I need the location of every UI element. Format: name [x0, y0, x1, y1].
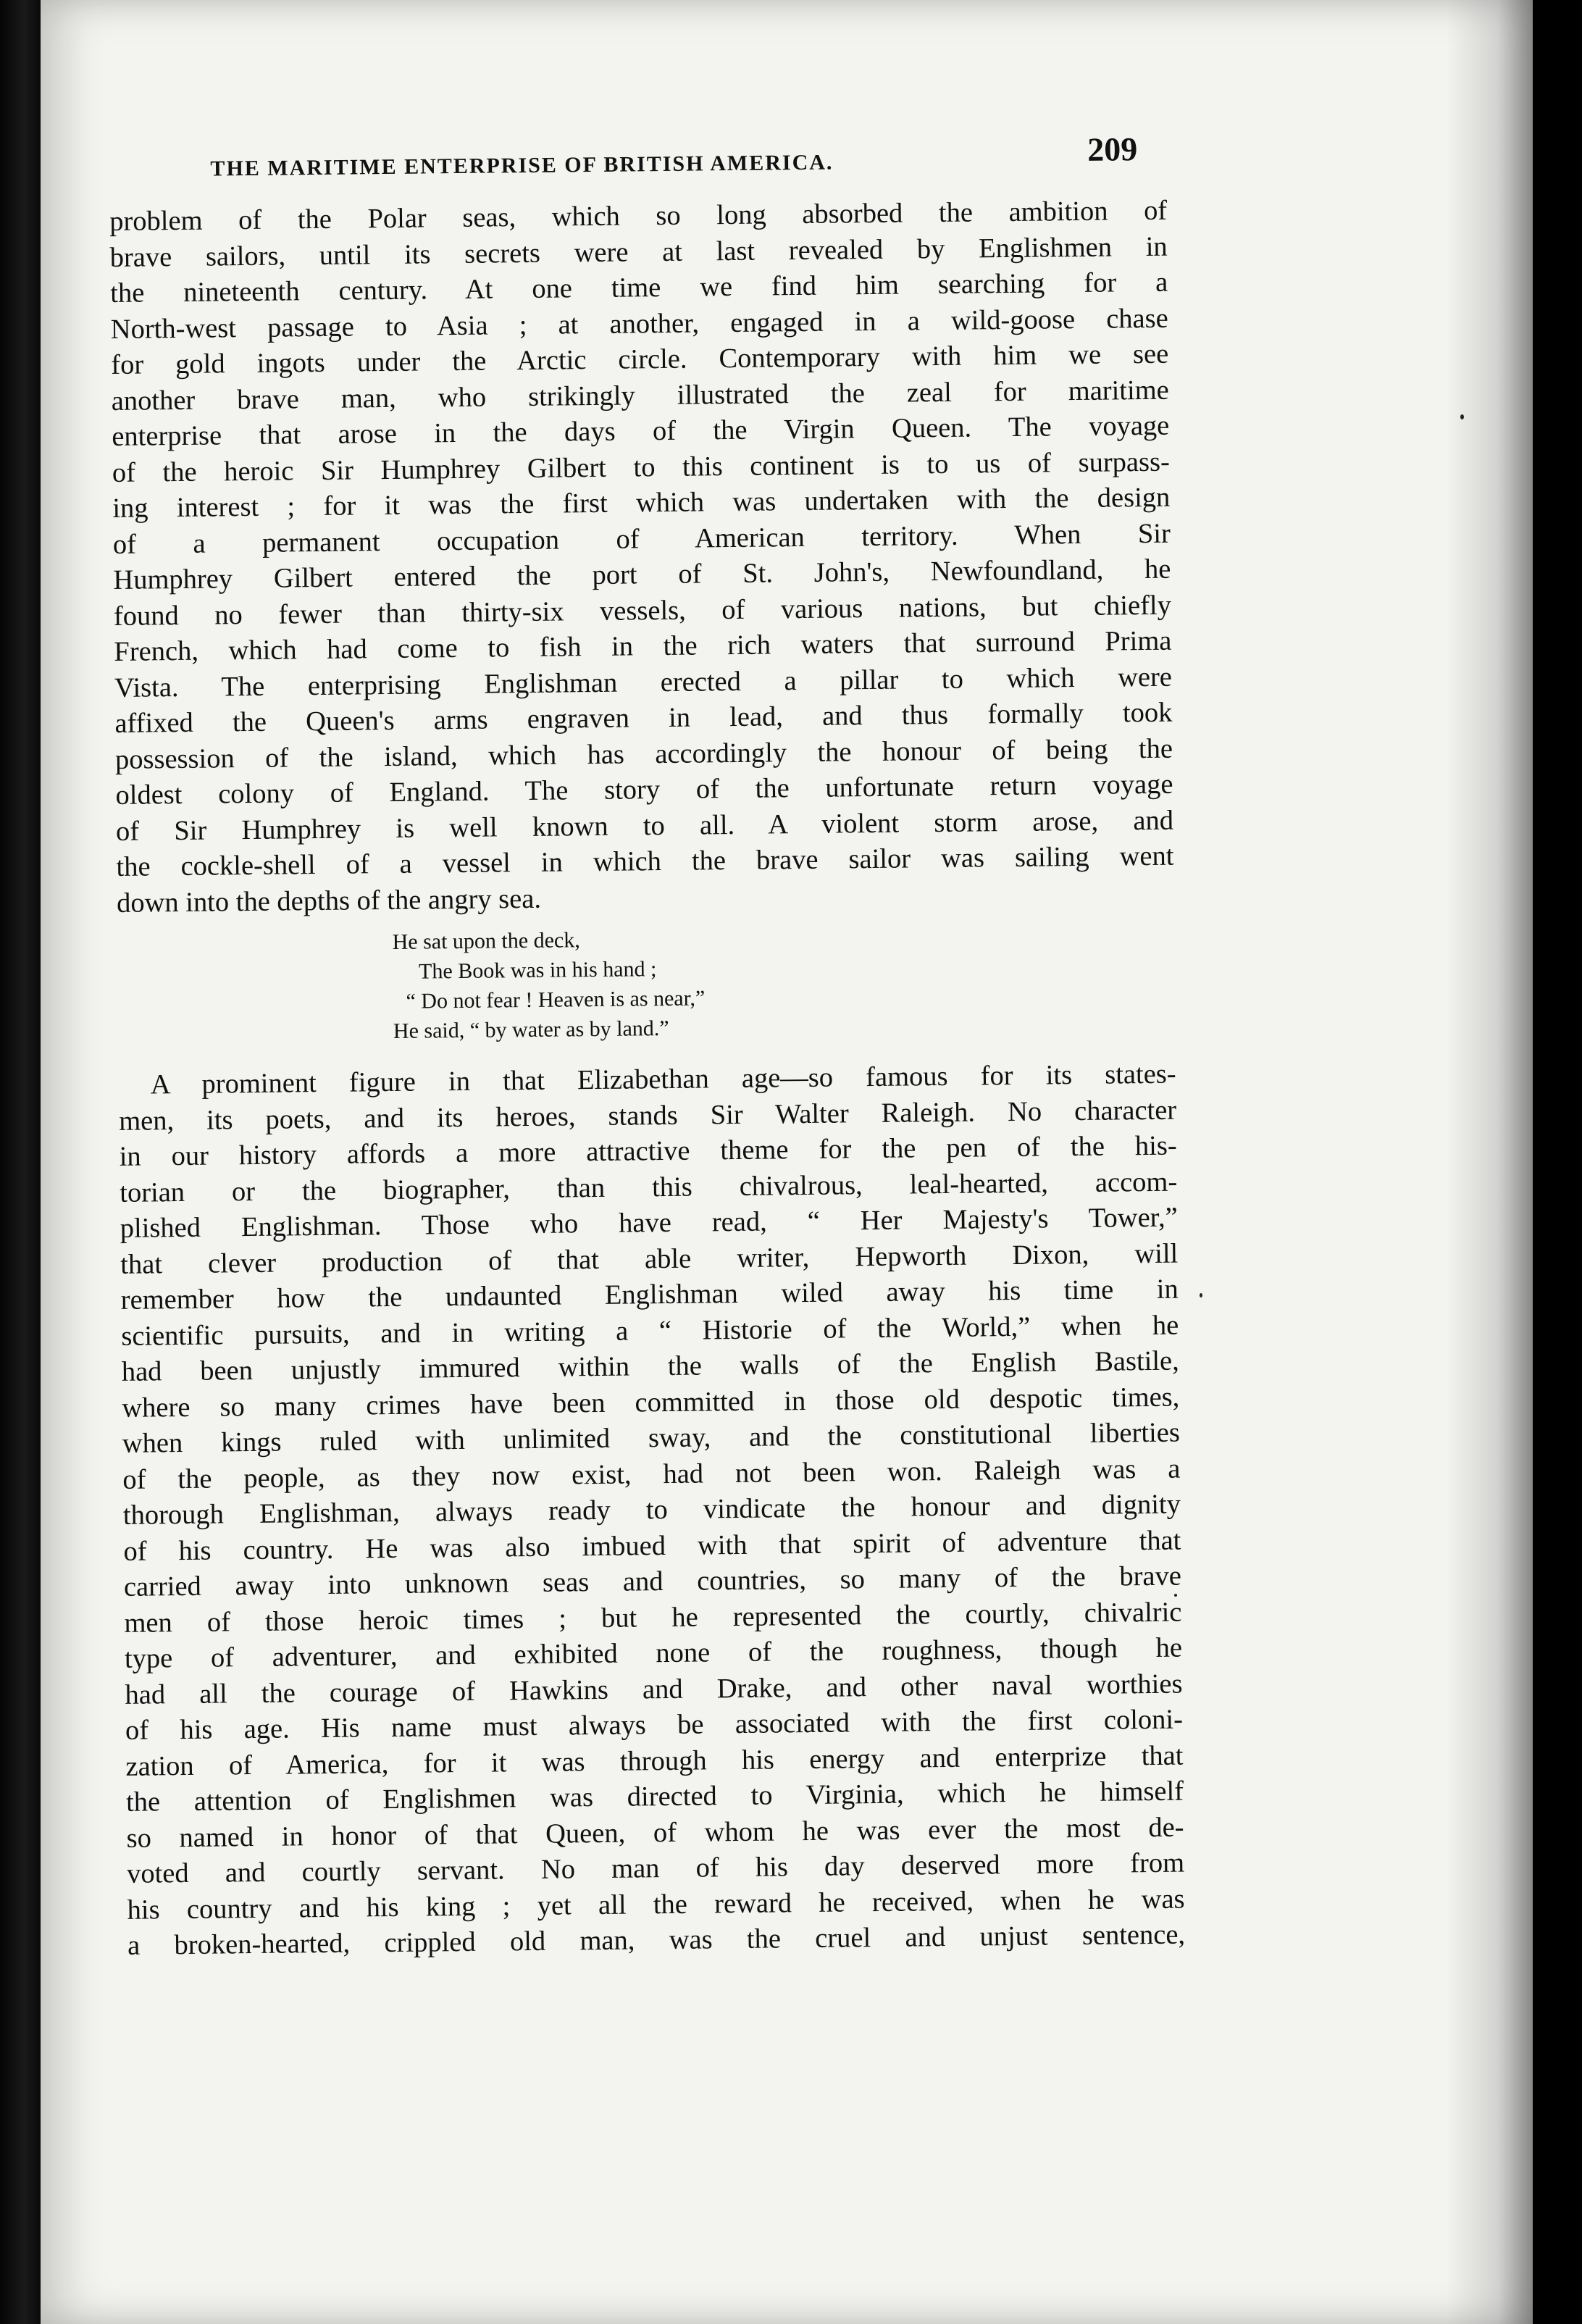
- text-line: oldest colony of England. The story of the unfortunate return voyage: [115, 769, 1173, 811]
- poem-line: He said, “ by water as by land.”: [393, 1016, 669, 1043]
- text-line: the attention of Englishmen was directed to Virginia, which he himself: [125, 1776, 1184, 1818]
- text-line: in our history affords a more attractive theme for the pen of the his-: [119, 1130, 1177, 1172]
- running-head: [210, 127, 1167, 204]
- text-line: the nineteenth century. At one time we find him searching for a: [110, 267, 1168, 309]
- text-line: of a permanent occupation of American territory. When Sir: [112, 518, 1171, 560]
- ink-speck: [1200, 1293, 1202, 1297]
- text-line: for gold ingots under the Arctic circle. Contemporary with him we see: [111, 338, 1169, 380]
- text-line: affixed the Queen's arms engraven in lead, and thus formally took: [114, 697, 1173, 739]
- text-line: plished Englishman. Those who have read, “ Her Majesty's Tower,”: [120, 1202, 1178, 1244]
- text-line: of his age. His name must always be associated with the first coloni-: [125, 1704, 1184, 1746]
- text-line: his country and his king ; yet all the reward he received, when he was: [127, 1884, 1185, 1926]
- poem-quotation: [117, 919, 1176, 1049]
- running-title: THE MARITIME ENTERPRISE OF BRITISH AMERICA.: [210, 150, 834, 181]
- text-line: voted and courtly servant. No man of his day deserved more from: [126, 1847, 1185, 1889]
- page-number: 209: [1087, 130, 1138, 168]
- text-line: enterprise that arose in the days of the Virgin Queen. The voyage: [112, 410, 1170, 452]
- text-line: men of those heroic times ; but he represented the courtly, chivalric: [124, 1597, 1182, 1639]
- scan-background-right: [1533, 0, 1582, 2324]
- text-line: found no fewer than thirty-six vessels, of various nations, but chiefly: [113, 590, 1172, 632]
- text-line: men, its poets, and its heroes, stands Sir Walter Raleigh. No character: [118, 1095, 1177, 1137]
- text-line: A prominent figure in that Elizabethan age—so famous for its states-: [150, 1058, 1176, 1100]
- text-line: torian or the biographer, than this chivalrous, leal-hearted, accom-: [120, 1166, 1178, 1208]
- text-line: zation of America, for it was through his energy and enterprize that: [125, 1740, 1184, 1782]
- text-line: North-west passage to Asia ; at another, engaged in a wild-goose chase: [110, 303, 1168, 345]
- text-line: that clever production of that able writer, Hepworth Dixon, will: [120, 1238, 1179, 1280]
- text-line: possession of the island, which has accordingly the honour of being the: [114, 733, 1173, 775]
- text-line: of the heroic Sir Humphrey Gilbert to this continent is to us of surpass-: [112, 446, 1170, 488]
- text-line: brave sailors, until its secrets were at last revealed by Englishmen in: [109, 231, 1168, 273]
- text-line: of the people, as they now exist, had not been won. Raleigh was a: [122, 1453, 1181, 1495]
- text-line: problem of the Polar seas, which so long absorbed the ambition of: [109, 195, 1168, 237]
- text-line: scientific pursuits, and in writing a “ Historie of the World,” when he: [121, 1310, 1179, 1352]
- paragraph-polar-seas: [109, 193, 1174, 921]
- text-line: had all the courage of Hawkins and Drake, and other naval worthies: [125, 1668, 1183, 1710]
- text-line: where so many crimes have been committed in those old despotic times,: [122, 1382, 1180, 1424]
- text-line: the cockle-shell of a vessel in which the brave sailor was sailing went: [116, 840, 1174, 882]
- text-line: of Sir Humphrey is well known to all. A violent storm arose, and: [115, 805, 1174, 847]
- page-text-block: [109, 127, 1185, 1965]
- page-fold-shadow: [1446, 0, 1533, 2324]
- ink-speck: [1460, 414, 1464, 419]
- text-line: another brave man, who strikingly illustrated the zeal for maritime: [111, 375, 1169, 417]
- text-line: had been unjustly immured within the walls of the English Bastile,: [121, 1345, 1179, 1387]
- text-line: so named in honor of that Queen, of whom he was ever the most de-: [126, 1812, 1184, 1854]
- poem-line: He sat upon the deck,: [392, 928, 580, 954]
- text-line: French, which had come to fish in the rich waters that surround Prima: [114, 625, 1172, 667]
- paragraph-walter-raleigh: [118, 1057, 1185, 1965]
- text-line: of his country. He was also imbued with that spirit of adventure that: [123, 1525, 1181, 1567]
- text-line: remember how the undaunted Englishman wiled away his time in: [120, 1274, 1179, 1316]
- text-line: carried away into unknown seas and countries, so many of the brave: [123, 1560, 1182, 1602]
- text-line: thorough Englishman, always ready to vindicate the honour and dignity: [122, 1489, 1181, 1531]
- text-line: when kings ruled with unlimited sway, and the constitutional liberties: [122, 1417, 1181, 1459]
- text-line: Humphrey Gilbert entered the port of St. John's, Newfoundland, he: [113, 553, 1171, 595]
- poem-line: The Book was in his hand ;: [418, 957, 657, 984]
- text-line: Vista. The enterprising Englishman erected a pillar to which were: [114, 661, 1173, 703]
- poem-line: “ Do not fear ! Heaven is as near,”: [406, 986, 706, 1013]
- text-line: ing interest ; for it was the first which was undertaken with the design: [112, 482, 1171, 524]
- binding-shadow-left: [0, 0, 41, 2324]
- text-line: down into the depths of the angry sea.: [116, 883, 542, 919]
- text-line: a broken-hearted, crippled old man, was the cruel and unjust sentence,: [127, 1919, 1186, 1961]
- text-line: type of adventurer, and exhibited none of the roughness, though he: [124, 1632, 1183, 1674]
